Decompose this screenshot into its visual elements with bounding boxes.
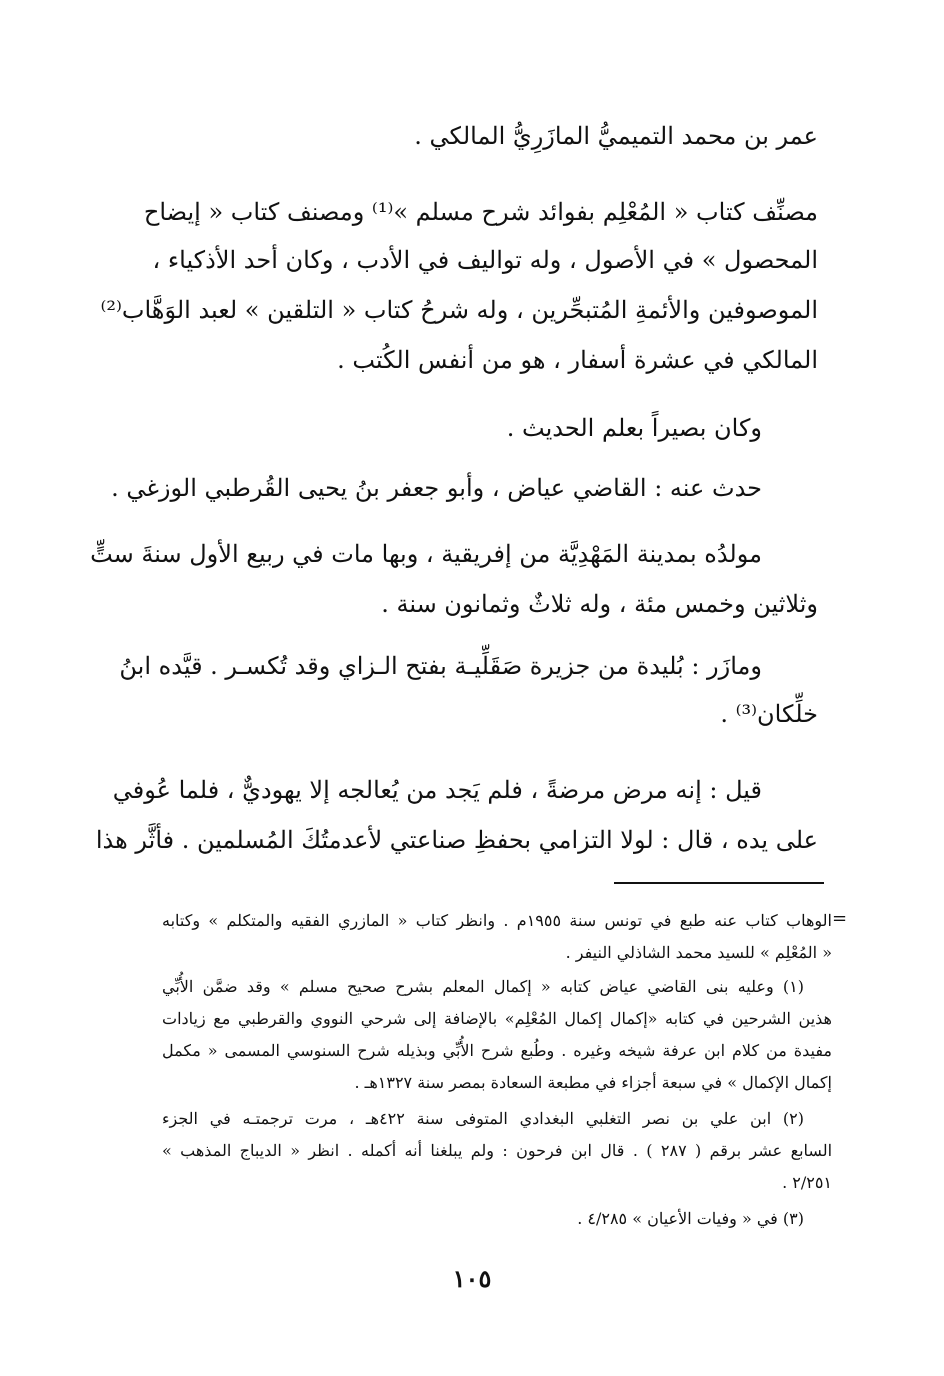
page-number: ١٠٥ — [452, 1264, 492, 1293]
footnote-line-5: مفيدة من كلام ابن عرفة شيخه وغيره . وطُبع شرح الأُبِّي وبذيله شرح السنوسي المسمى « مكمل — [162, 1041, 832, 1060]
footnote-line-7: (٢) ابن علي بن نصر التغلبي البغدادي المتوفى سنة ٤٢٢هـ ، مرت ترجمتـه في الجزء — [162, 1109, 804, 1128]
footnote-line-3: (١) وعليه بنى القاضي عياض كتابه « إكمال المعلم بشرح صحيح مسلم » وقد ضمَّن الأُبِّي — [162, 977, 804, 996]
footnote-separator — [614, 882, 824, 884]
body-line-11: خلِّكان⁽³⁾ . — [720, 700, 818, 728]
body-line-4: الموصوفين والأئمةِ المُتبحِّرين ، وله شرحُ كتاب « التلقين » لعبد الوَهَّاب⁽²⁾ — [100, 296, 818, 324]
footnote-line-1: الوهاب كتاب عنه طبع في تونس سنة ١٩٥٥م . وانظر كتاب « المازري الفقيه والمتكلم » وكتابه — [162, 911, 833, 930]
body-line-5: المالكي في عشرة أسفار ، هو من أنفس الكُتب . — [337, 346, 818, 374]
footnote-line-4: هذين الشرحين في كتابه «إكمال إكمال المُعْلِم» بالإضافة إلى شرحي النووي والقرطبي مع زيادات — [162, 1009, 832, 1028]
footnote-line-9: ٢/٢٥١ . — [782, 1173, 832, 1192]
body-line-2: مصنِّف كتاب « المُعْلِم بفوائد شرح مسلم »⁽¹⁾ ومصنف كتاب « إيضاح — [143, 198, 818, 226]
footnote-line-6: إكمال الإكمال » في سبعة أجزاء في مطبعة السعادة بمصر سنة ١٣٢٧هـ . — [354, 1073, 832, 1092]
footnote-line-8: السابع عشر برقم ( ٢٨٧ ) . قال ابن فرحون : ولم يبلغنا أنه أكمله . انظر « الديباج المذهب » — [162, 1141, 833, 1160]
body-line-10: ومازَر : بُليدة من جزيرة صَقَلِّيـة بفتح الـزاي وقد تُكسـر . قيَّده ابنُ — [119, 652, 762, 680]
body-line-8: مولدُه بمدينة المَهْدِيَّة من إفريقية ، وبها مات في ربيع الأول سنةَ ستٍّ — [90, 540, 762, 568]
body-line-1: عمر بن محمد التميميُّ المازَرِيُّ المالكي . — [414, 122, 818, 150]
body-line-7: حدث عنه : القاضي عياض ، وأبو جعفر بنُ يحيى القُرطبي الوزغي . — [111, 474, 762, 502]
footnote-line-2: « المُعْلِم » للسيد محمد الشاذلي النيفر . — [565, 943, 832, 962]
footnote-line-10: (٣) في « وفيات الأعيان » ٤/٢٨٥ . — [577, 1209, 804, 1228]
body-line-12: قيل : إنه مرض مرضةً ، فلم يَجد من يُعالجه إلا يهوديٌّ ، فلما عُوفي — [112, 776, 762, 804]
body-line-6: وكان بصيراً بعلم الحديث . — [506, 414, 762, 442]
body-line-13: على يده ، قال : لولا التزامي بحفظِ صناعتي لأعدمتُكَ المُسلمين . فأثَّر هذا — [95, 826, 818, 854]
body-line-9: وثلاثين وخمس مئة ، وله ثلاثٌ وثمانون سنة . — [381, 590, 818, 618]
body-line-3: المحصول » في الأصول ، وله تواليف في الأدب ، وكان أحد الأذكياء ، — [152, 246, 818, 274]
footnote-continuation-marker: = — [832, 908, 848, 929]
